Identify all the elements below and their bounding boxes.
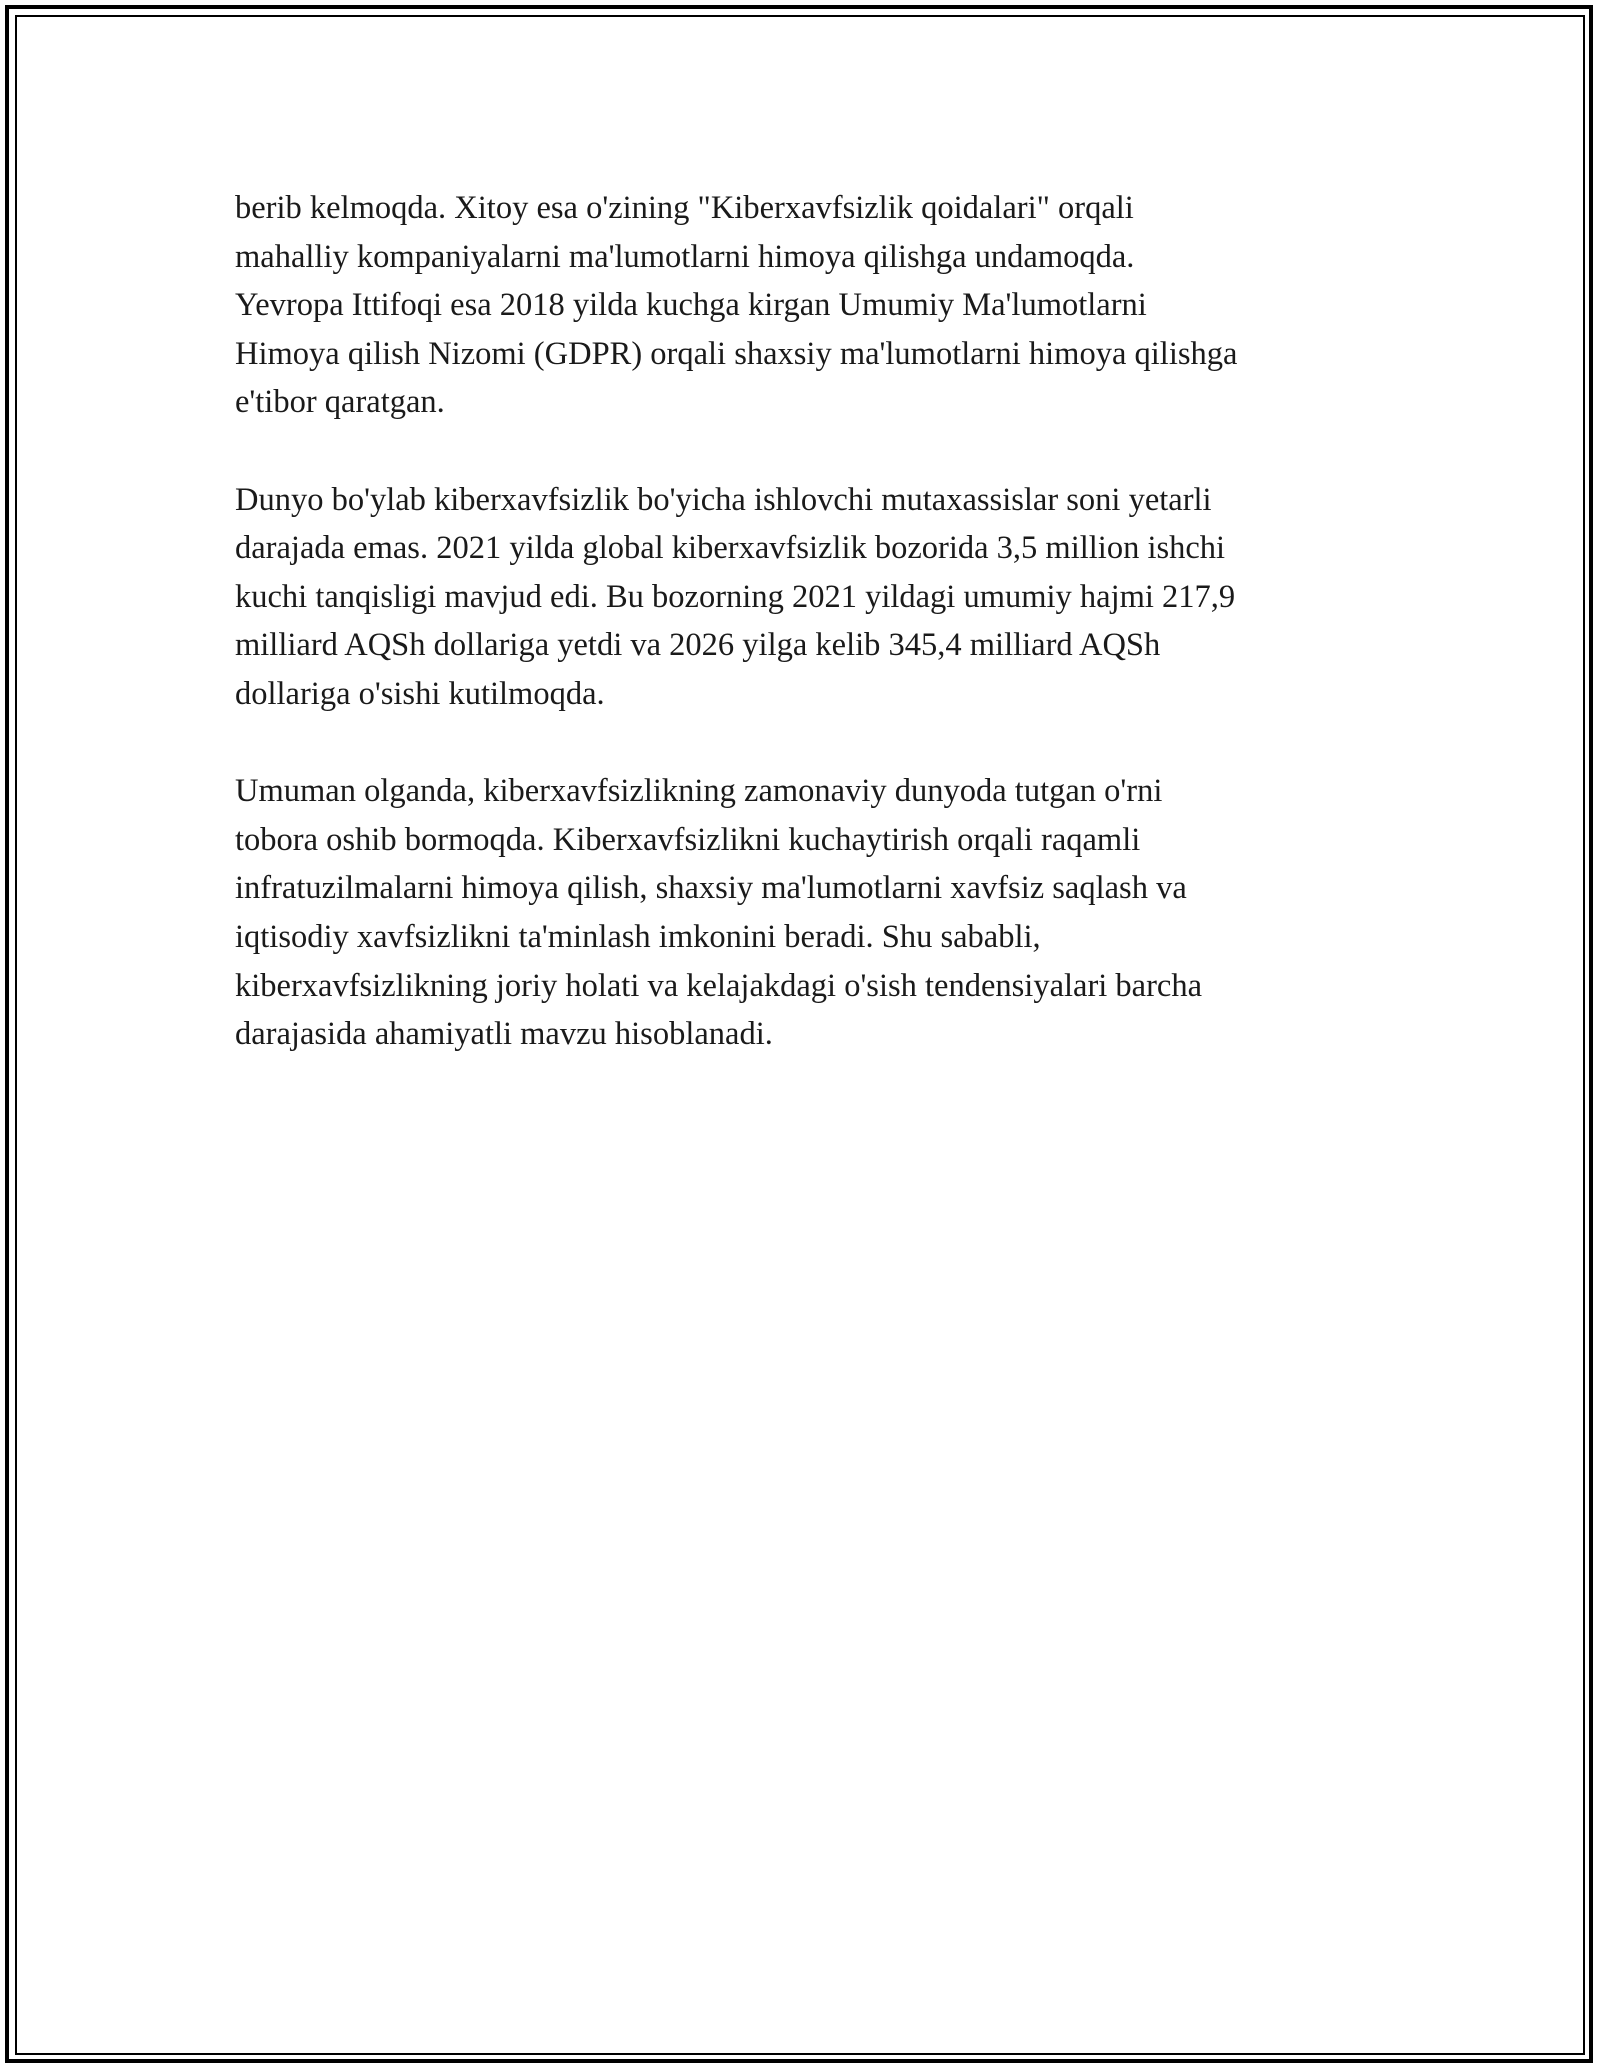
paragraph: Dunyo bo'ylab kiberxavfsizlik bo'yicha ishlovchi mutaxassislar soni yetarli darajada emas. 2021 yilda global kiberxavfsizlik bozorida 3,5 million ishchi kuchi tanqisligi mavjud edi. Bu bozorning 2021 yildagi umumiy hajmi 217,9 milliard AQSh dollariga yetdi va 2026 yilga kelib 345,4 milliard AQSh dollariga o'sishi kutilmoqda. (235, 481, 1236, 712)
paragraph: Umuman olganda, kiberxavfsizlikning zamonaviy dunyoda tutgan o'rni tobora oshib bormoqda. Kiberxavfsizlikni kuchaytirish orqali raqamli infratuzilmalarni himoya qilish, shaxsiy ma'lumotlarni xavfsiz saqlash va iqtisodiy xavfsizlikni ta'minlash imkonini beradi. Shu sababli, kiberxavfsizlikning joriy holati va kelajakdagi o'sish tendensiyalari barcha darajasida ahamiyatli mavzu hisoblanadi. (235, 773, 1203, 1053)
document-body (235, 184, 1385, 1107)
paragraph: berib kelmoqda. Xitoy esa o'zining "Kiberxavfsizlik qoidalari" orqali mahalliy kompaniyalarni ma'lumotlarni himoya qilishga undamoqda. Yevropa Ittifoqi esa 2018 yilda kuchga kirgan Umumiy Ma'lumotlarni Himoya qilish Nizomi (GDPR) orqali shaxsiy ma'lumotlarni himoya qilishga e'tibor qaratgan. (235, 190, 1238, 421)
